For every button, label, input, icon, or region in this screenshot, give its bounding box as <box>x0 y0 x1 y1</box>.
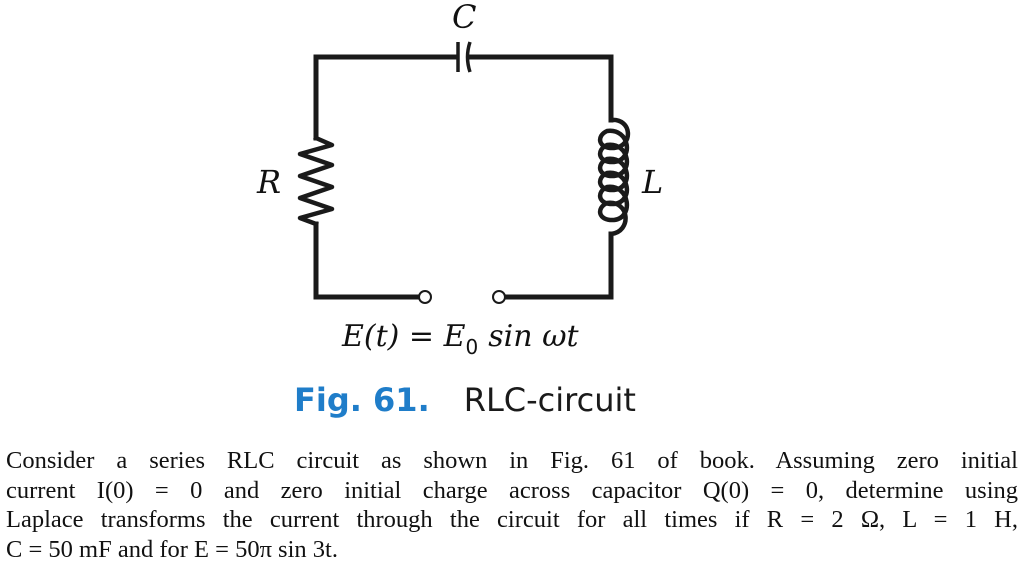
problem-line-2: current I(0) = 0 and zero initial charge across capacitor Q(0) = 0, determine using <box>6 476 1018 504</box>
problem-line-1: Consider a series RLC circuit as shown in Fig. 61 of book. Assuming zero initial <box>6 447 1018 474</box>
figure-caption-title: RLC-circuit <box>463 381 636 419</box>
source-equation-rhs: sin ωt <box>488 319 579 354</box>
inductor-label: L <box>642 163 664 201</box>
problem-line-3: Laplace transforms the current through the circuit for all times if R = 2 Ω, L = 1 H, <box>6 506 1018 533</box>
figure-caption <box>294 381 636 419</box>
right-terminal <box>493 291 505 303</box>
figure-caption-number: Fig. 61. <box>294 381 430 419</box>
left-lower-wire <box>316 224 418 297</box>
source-equation-subscript: 0 <box>465 335 479 359</box>
right-lower-wire <box>505 234 611 297</box>
resistor-label: R <box>257 163 282 201</box>
capacitor-label: C <box>452 0 477 36</box>
capacitor-symbol <box>458 42 470 72</box>
problem-line-4: C = 50 mF and for E = 50π sin 3t. <box>6 535 338 563</box>
inductor-symbol <box>600 120 628 234</box>
source-equation <box>341 319 580 359</box>
problem-statement <box>6 446 1018 564</box>
left-terminal <box>419 291 431 303</box>
source-equation-lhs: E(t) = E <box>342 319 466 354</box>
resistor-symbol <box>300 138 332 224</box>
